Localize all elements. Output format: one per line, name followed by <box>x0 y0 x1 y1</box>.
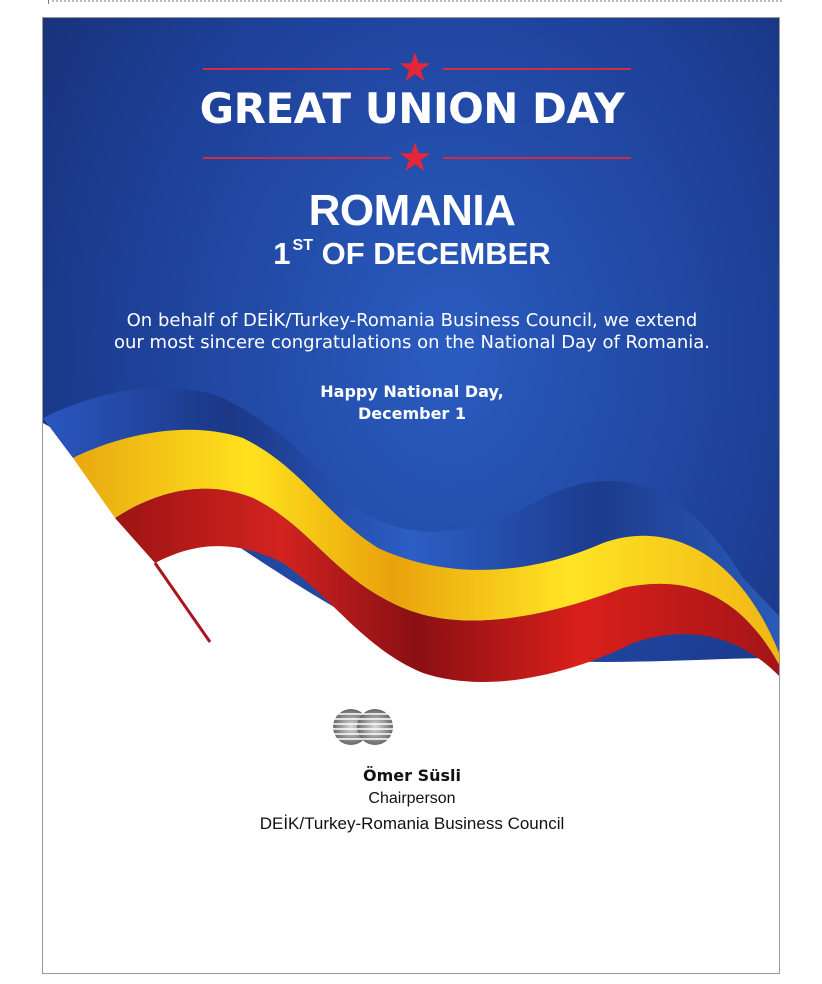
greeting-line: Happy National Day, <box>320 382 504 401</box>
national-day-greeting <box>43 381 780 425</box>
star-icon: ★ <box>397 135 433 181</box>
signatory-role: Chairperson <box>368 790 456 807</box>
page-dotted-edge <box>52 0 782 4</box>
deik-logo-icon <box>333 709 393 745</box>
greeting-card <box>42 17 780 974</box>
signatory-name: Ömer Süsli <box>363 766 461 785</box>
date-suffix: ST <box>292 237 313 254</box>
message-line: our most sincere congratulations on the National Day of Romania. <box>114 332 710 353</box>
date-heading <box>43 236 780 272</box>
bottom-rule-left <box>203 157 391 159</box>
page-title: GREAT UNION DAY <box>199 84 625 133</box>
top-rule-left <box>203 68 391 70</box>
message-line: On behalf of DEİK/Turkey-Romania Business Council, we extend <box>126 310 698 331</box>
star-icon: ★ <box>397 45 433 91</box>
country-heading: ROMANIA <box>308 186 516 235</box>
congratulations-message <box>113 310 711 354</box>
bottom-rule-right <box>443 157 631 159</box>
date-rest: OF DECEMBER <box>321 236 551 271</box>
greeting-line: December 1 <box>357 404 467 423</box>
date-number: 1 <box>273 236 291 271</box>
signatory-organization: DEİK/Turkey-Romania Business Council <box>259 814 565 833</box>
top-rule-right <box>443 68 631 70</box>
